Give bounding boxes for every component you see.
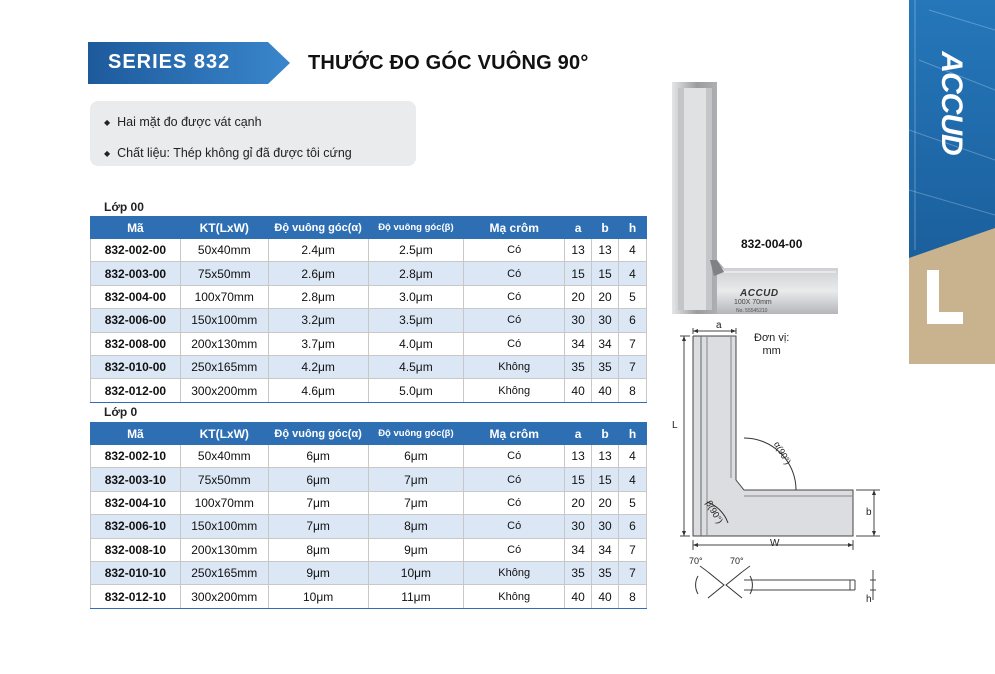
table-row <box>91 445 647 468</box>
cell-h: 4 <box>619 239 647 262</box>
feature-item <box>104 142 416 164</box>
cell-beta: 4.5μm <box>368 355 464 378</box>
cell-h: 7 <box>619 332 647 355</box>
cell-beta: 9μm <box>368 538 464 561</box>
feature-text: Chất liệu: Thép không gỉ đã được tôi cứng <box>117 146 352 160</box>
cell-h: 5 <box>619 285 647 308</box>
col-a: a <box>565 423 592 445</box>
cell-beta: 6μm <box>368 445 464 468</box>
cell-alpha: 7μm <box>268 491 368 514</box>
beta-angle-label: β(90°) <box>703 498 725 526</box>
table-row <box>91 355 647 378</box>
cell-beta: 2.8μm <box>368 262 464 285</box>
class-00-label: Lớp 00 <box>104 200 144 214</box>
cell-a: 13 <box>565 239 592 262</box>
cell-beta: 7μm <box>368 491 464 514</box>
cell-alpha: 4.2μm <box>268 355 368 378</box>
cell-plating: Có <box>464 285 565 308</box>
table-row <box>91 309 647 332</box>
cell-beta: 11μm <box>368 585 464 608</box>
spec-table-class-0 <box>90 422 647 609</box>
cell-size: 50x40mm <box>180 445 268 468</box>
cell-plating: Có <box>464 262 565 285</box>
col-size: KT(LxW) <box>180 217 268 239</box>
cell-h: 7 <box>619 355 647 378</box>
cell-alpha: 8μm <box>268 538 368 561</box>
dim-h: h <box>866 594 872 605</box>
engraved-number: No. 55545210 <box>736 308 768 314</box>
cell-h: 4 <box>619 445 647 468</box>
series-label: SERIES 832 <box>108 51 231 73</box>
col-code: Mã <box>91 217 181 239</box>
col-b: b <box>592 423 619 445</box>
cell-alpha: 10μm <box>268 585 368 608</box>
cell-size: 75x50mm <box>180 468 268 491</box>
cell-size: 50x40mm <box>180 239 268 262</box>
cell-b: 20 <box>592 491 619 514</box>
unit-label-line1: Đơn vị: <box>754 332 790 344</box>
cell-b: 30 <box>592 515 619 538</box>
cell-a: 20 <box>565 491 592 514</box>
col-size: KT(LxW) <box>180 423 268 445</box>
table-row <box>91 262 647 285</box>
cell-beta: 2.5μm <box>368 239 464 262</box>
cell-alpha: 7μm <box>268 515 368 538</box>
cell-alpha: 6μm <box>268 468 368 491</box>
cell-b: 40 <box>592 585 619 608</box>
cell-alpha: 3.2μm <box>268 309 368 332</box>
cell-alpha: 3.7μm <box>268 332 368 355</box>
cell-plating: Có <box>464 239 565 262</box>
class-0-label: Lớp 0 <box>104 405 138 419</box>
col-b: b <box>592 217 619 239</box>
col-beta: Độ vuông góc(β) <box>368 423 464 445</box>
cell-beta: 3.5μm <box>368 309 464 332</box>
brand-logo-text: ACCUD <box>935 51 968 155</box>
diamond-bullet-icon: ◆ <box>104 117 111 127</box>
cell-b: 13 <box>592 239 619 262</box>
col-code: Mã <box>91 423 181 445</box>
cell-b: 13 <box>592 445 619 468</box>
cell-a: 34 <box>565 538 592 561</box>
cell-h: 5 <box>619 491 647 514</box>
cell-b: 30 <box>592 309 619 332</box>
cell-alpha: 2.8μm <box>268 285 368 308</box>
col-h: h <box>619 423 647 445</box>
cell-code: 832-006-00 <box>91 309 181 332</box>
cell-h: 8 <box>619 379 647 402</box>
col-h: h <box>619 217 647 239</box>
cell-size: 150x100mm <box>180 515 268 538</box>
cell-code: 832-004-00 <box>91 285 181 308</box>
page-title: THƯỚC ĐO GÓC VUÔNG 90° <box>308 52 589 74</box>
cell-b: 40 <box>592 379 619 402</box>
col-a: a <box>565 217 592 239</box>
cell-plating: Có <box>464 491 565 514</box>
table-row <box>91 491 647 514</box>
cell-code: 832-010-00 <box>91 355 181 378</box>
cell-beta: 4.0μm <box>368 332 464 355</box>
cell-size: 300x200mm <box>180 379 268 402</box>
cell-code: 832-006-10 <box>91 515 181 538</box>
cell-size: 100x70mm <box>180 285 268 308</box>
cell-b: 15 <box>592 262 619 285</box>
cell-size: 250x165mm <box>180 355 268 378</box>
cell-beta: 10μm <box>368 561 464 584</box>
series-banner <box>88 42 290 84</box>
table-row <box>91 561 647 584</box>
table-header-row <box>91 217 647 239</box>
cell-a: 34 <box>565 332 592 355</box>
product-photo <box>670 82 840 317</box>
cell-plating: Không <box>464 585 565 608</box>
feature-item <box>104 111 416 133</box>
cell-size: 150x100mm <box>180 309 268 332</box>
dim-a: a <box>716 320 722 331</box>
feature-text: Hai mặt đo được vát cạnh <box>117 115 262 129</box>
unit-label-line2: mm <box>762 345 781 357</box>
cell-plating: Có <box>464 538 565 561</box>
table-row <box>91 468 647 491</box>
cell-size: 300x200mm <box>180 585 268 608</box>
cell-code: 832-008-00 <box>91 332 181 355</box>
cell-b: 35 <box>592 355 619 378</box>
cell-beta: 3.0μm <box>368 285 464 308</box>
table-row <box>91 515 647 538</box>
dim-b: b <box>866 507 872 518</box>
cell-code: 832-002-10 <box>91 445 181 468</box>
cell-code: 832-012-00 <box>91 379 181 402</box>
cell-plating: Có <box>464 332 565 355</box>
cell-beta: 8μm <box>368 515 464 538</box>
cell-plating: Không <box>464 379 565 402</box>
cell-h: 4 <box>619 468 647 491</box>
cell-a: 15 <box>565 468 592 491</box>
product-model-label: 832-004-00 <box>741 237 803 251</box>
engraved-brand: ACCUD <box>740 288 779 299</box>
table-row <box>91 332 647 355</box>
table-row <box>91 379 647 402</box>
cell-h: 8 <box>619 585 647 608</box>
table-row <box>91 585 647 608</box>
cell-plating: Có <box>464 515 565 538</box>
technical-diagram <box>660 318 890 618</box>
unit-label <box>754 332 789 358</box>
cell-alpha: 2.4μm <box>268 239 368 262</box>
cell-b: 34 <box>592 538 619 561</box>
cell-code: 832-002-00 <box>91 239 181 262</box>
cell-alpha: 2.6μm <box>268 262 368 285</box>
cell-b: 34 <box>592 332 619 355</box>
cell-a: 15 <box>565 262 592 285</box>
col-beta: Độ vuông góc(β) <box>368 217 464 239</box>
cell-plating: Không <box>464 561 565 584</box>
col-plating: Mạ crôm <box>464 217 565 239</box>
col-alpha: Độ vuông góc(α) <box>268 217 368 239</box>
cell-code: 832-003-00 <box>91 262 181 285</box>
profile-angle-left: 70° <box>689 556 703 566</box>
diamond-bullet-icon: ◆ <box>104 148 111 158</box>
spec-table-class-00 <box>90 216 647 403</box>
cell-h: 6 <box>619 515 647 538</box>
l-letter-icon <box>925 268 965 326</box>
cell-code: 832-010-10 <box>91 561 181 584</box>
cell-a: 13 <box>565 445 592 468</box>
dim-L: L <box>672 420 678 431</box>
cell-code: 832-012-10 <box>91 585 181 608</box>
dim-W: W <box>770 538 780 549</box>
col-alpha: Độ vuông góc(α) <box>268 423 368 445</box>
cell-h: 4 <box>619 262 647 285</box>
table-row <box>91 538 647 561</box>
alpha-angle-label: α(90°) <box>771 439 793 467</box>
cell-beta: 7μm <box>368 468 464 491</box>
cell-size: 75x50mm <box>180 262 268 285</box>
cell-alpha: 9μm <box>268 561 368 584</box>
cell-beta: 5.0μm <box>368 379 464 402</box>
cell-alpha: 4.6μm <box>268 379 368 402</box>
cell-b: 15 <box>592 468 619 491</box>
features-box <box>90 101 416 166</box>
cell-a: 40 <box>565 379 592 402</box>
cell-plating: Có <box>464 445 565 468</box>
cell-a: 35 <box>565 355 592 378</box>
cell-code: 832-004-10 <box>91 491 181 514</box>
cell-a: 30 <box>565 309 592 332</box>
table-row <box>91 285 647 308</box>
table-header-row <box>91 423 647 445</box>
cell-plating: Có <box>464 468 565 491</box>
cell-b: 20 <box>592 285 619 308</box>
cell-b: 35 <box>592 561 619 584</box>
cell-code: 832-008-10 <box>91 538 181 561</box>
cell-h: 7 <box>619 538 647 561</box>
cell-size: 200x130mm <box>180 538 268 561</box>
cell-alpha: 6μm <box>268 445 368 468</box>
cell-size: 200x130mm <box>180 332 268 355</box>
cell-a: 35 <box>565 561 592 584</box>
cell-code: 832-003-10 <box>91 468 181 491</box>
cell-plating: Có <box>464 309 565 332</box>
profile-angle-right: 70° <box>730 556 744 566</box>
cell-h: 6 <box>619 309 647 332</box>
col-plating: Mạ crôm <box>464 423 565 445</box>
cell-a: 20 <box>565 285 592 308</box>
cell-a: 40 <box>565 585 592 608</box>
cell-a: 30 <box>565 515 592 538</box>
cell-plating: Không <box>464 355 565 378</box>
engraved-size: 100X 70mm <box>734 299 772 306</box>
cell-h: 7 <box>619 561 647 584</box>
cell-size: 250x165mm <box>180 561 268 584</box>
cell-size: 100x70mm <box>180 491 268 514</box>
table-row <box>91 239 647 262</box>
